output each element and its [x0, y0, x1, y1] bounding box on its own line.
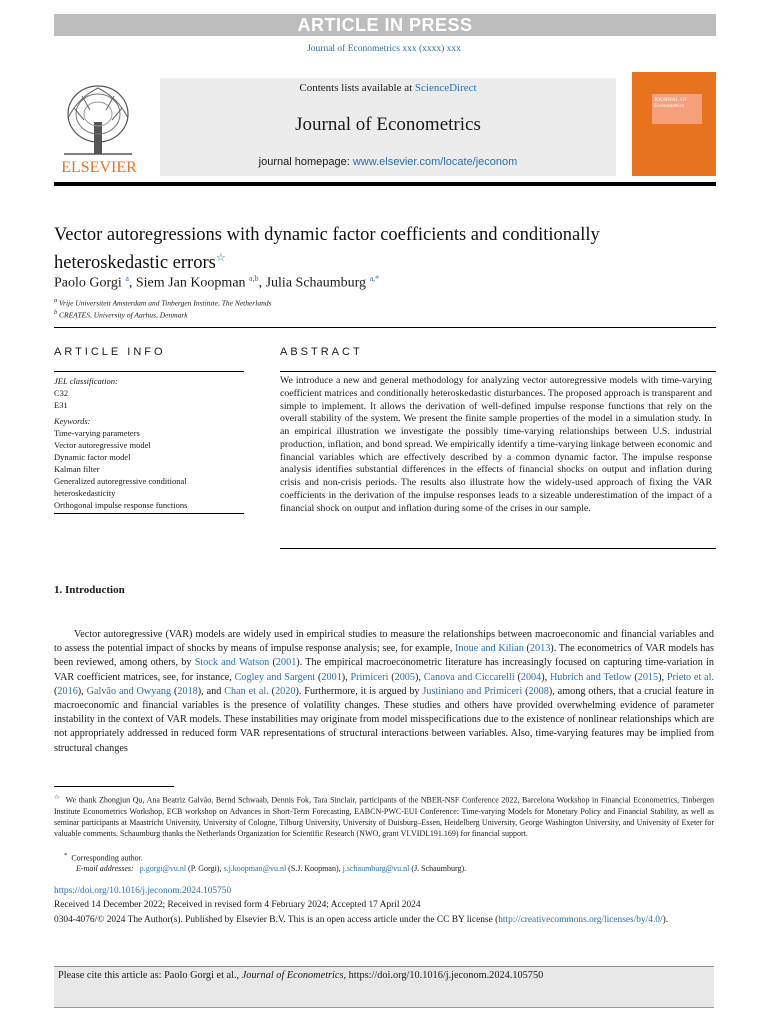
citation-link[interactable]: 2016	[57, 685, 78, 697]
keyword-item: heteroskedasticity	[54, 488, 116, 498]
intro-text-run: (	[171, 685, 178, 697]
abstract-bottom-rule	[280, 548, 716, 549]
journal-reference-link[interactable]: Journal of Econometrics xxx (xxxx) xxx	[307, 44, 461, 54]
intro-text-run: (	[631, 671, 638, 683]
citation-link[interactable]: 2001	[275, 657, 297, 669]
citation-link[interactable]: Cogley and Sargent	[234, 671, 316, 683]
citation-link[interactable]: Galvão and Owyang	[86, 685, 172, 697]
abstract-heading: ABSTRACT	[280, 346, 363, 358]
introduction-paragraph	[54, 628, 714, 756]
contents-prefix: Contents lists available at	[299, 82, 415, 94]
author-separator: ,	[128, 275, 136, 291]
keywords-label: Keywords:	[54, 416, 91, 426]
article-info-rule	[54, 371, 244, 372]
affiliation-b	[54, 309, 654, 320]
author-affiliation-link[interactable]: a,*	[369, 274, 380, 283]
keyword-item: Generalized autoregressive conditional	[54, 476, 187, 486]
title-divider	[54, 327, 716, 328]
citation-link[interactable]: Primiceri	[350, 671, 389, 683]
citation-link[interactable]: 2015	[637, 671, 659, 683]
email-owner: (S.J. Koopman),	[286, 864, 343, 873]
intro-text-run: ),	[658, 671, 667, 683]
citation-link[interactable]: 2008	[528, 685, 549, 697]
intro-text-run: (	[523, 643, 530, 655]
author-name: Julia Schaumburg	[265, 275, 367, 291]
intro-text-run: (	[388, 671, 395, 683]
affiliation-a	[54, 297, 654, 308]
keyword-item: Dynamic factor model	[54, 452, 131, 462]
citation-link[interactable]: 2013	[529, 643, 551, 655]
title-footnote-star-link[interactable]: ☆	[215, 252, 226, 264]
intro-text-run: (	[268, 685, 276, 697]
jel-label: JEL classification:	[54, 376, 118, 386]
elsevier-wordmark: ELSEVIER	[61, 159, 137, 176]
corresponding-author-note	[64, 852, 143, 863]
contents-available-line	[160, 82, 616, 94]
citation-link[interactable]: 2018	[177, 685, 198, 697]
citation-text	[58, 970, 708, 981]
citation-prefix: Please cite this article as: Paolo Gorgi et al.,	[58, 970, 242, 981]
license-link[interactable]: http://creativecommons.org/licenses/by/4.0/	[498, 915, 663, 925]
paper-title-text: Vector autoregressions with dynamic factor coefficients and conditionally heteroskedastic errors	[54, 225, 600, 274]
journal-title: Journal of Econometrics	[295, 114, 481, 135]
elsevier-tree-icon	[64, 86, 132, 154]
affiliation-text: Vrije Universiteit Amsterdam and Tinbergen Institute, The Netherlands	[59, 298, 272, 308]
paper-title	[54, 224, 614, 275]
citation-link[interactable]: 2004	[520, 671, 542, 683]
citation-link[interactable]: Chan et al.	[224, 685, 269, 697]
journal-cover-thumbnail[interactable]	[632, 72, 716, 176]
citation-link[interactable]: Hubrich and Tetlow	[549, 671, 632, 683]
email-owner: (J. Schaumburg).	[409, 864, 467, 873]
journal-homepage-link[interactable]: www.elsevier.com/locate/jeconom	[352, 156, 518, 168]
masthead-rule	[54, 182, 716, 186]
acknowledgement-footnote	[54, 792, 714, 839]
email-link[interactable]: p.gorgi@vu.nl	[139, 864, 187, 873]
email-link[interactable]: s.j.koopman@vu.nl	[223, 864, 287, 873]
section-heading-introduction: 1. Introduction	[54, 584, 125, 596]
intro-text-run: (	[54, 685, 58, 697]
license-text: 0304-4076/© 2024 The Author(s). Published by Elsevier B.V. This is an open access article under the CC BY license (	[54, 915, 499, 925]
email-owner: (P. Gorgi),	[186, 864, 224, 873]
keyword-item: Orthogonal impulse response functions	[54, 500, 188, 510]
affiliation-text: CREATES, University of Aarhus, Denmark	[59, 310, 188, 320]
email-addresses-line	[76, 864, 466, 873]
intro-text-run: ), among others, that a crucial feature in macroeconomic and financial variables is the presence of volatility changes. These studies and others have provided overwhelming evidence of parameter instability in the context of VAR models. These instabilities may originate from model misspecifications due to the existence of nonlinear relationships which are not appropriately addressed in reduced form VAR representations of structural interactions between variables. Also, time-varying features may be implied from structural changes	[54, 685, 714, 754]
homepage-prefix: journal homepage:	[258, 156, 353, 168]
intro-text-run: ), and	[197, 685, 225, 697]
intro-text-run: ),	[341, 671, 351, 683]
journal-homepage-line	[160, 156, 616, 168]
article-in-press-banner: ARTICLE IN PRESS	[54, 14, 716, 36]
author-name: Paolo Gorgi	[54, 275, 122, 291]
affiliation-mark: b	[54, 309, 58, 316]
email-label: E-mail addresses:	[76, 864, 134, 873]
keyword-item: Time-varying parameters	[54, 428, 140, 438]
jel-code: E31	[54, 400, 68, 410]
intro-text-run: ),	[414, 671, 424, 683]
author-affiliation-link[interactable]: a,b	[249, 274, 259, 283]
intro-text-run: ). The econometrics of VAR models has been reviewed, among others, by	[54, 643, 714, 669]
intro-text-run: Vector autoregressive (VAR) models are widely used in empirical studies to measure the relationships between macroeconomic and financial variables and to assess the potential impact of shocks by means of impulse response analysis; see, for example,	[54, 629, 714, 655]
intro-text-run: ),	[77, 685, 87, 697]
intro-text-run: ). The empirical macroeconometric literature has increasingly focused on capturing time-variation in VAR coefficient matrices, see, for instance,	[54, 657, 715, 683]
intro-text-run: (	[514, 671, 521, 683]
citation-link[interactable]: 2005	[394, 671, 415, 683]
corresponding-text: Corresponding author.	[71, 853, 143, 863]
elsevier-logo[interactable]	[54, 78, 144, 176]
author-list	[54, 274, 694, 292]
citation-link[interactable]: Inoue and Kilian	[455, 643, 524, 655]
citation-link[interactable]: 2020	[275, 685, 296, 697]
citation-link[interactable]: Stock and Watson	[194, 657, 270, 669]
intro-text-run: ). Furthermore, it is argued by	[295, 685, 423, 697]
license-end: ).	[662, 915, 669, 925]
intro-text-run: (	[315, 671, 322, 683]
email-link[interactable]: j.schaumburg@vu.nl	[342, 864, 410, 873]
license-statement	[54, 914, 714, 928]
affiliation-mark: a	[54, 297, 58, 304]
citation-link[interactable]: Justiniano and Primiceri	[422, 685, 523, 697]
journal-cover-text: JOURNAL OF Econometrics	[654, 97, 688, 109]
abstract-text: We introduce a new and general methodology for analyzing vector autoregressive models with time-varying coefficient matrices and conditionally heteroskedastic disturbances. The proposed approach is transparent and simple to implement. It allows the derivation of well-defined impulse response functions that rely on the overall stability of the system. We present the finite sample properties of the model in a simulation study. In an empirical illustration we investigate the possibly time-varying relationships between U.S. industrial production, inflation, and bond spread. We empirically identify a time-varying linkage between economic and financial variables which are effectively described by a common dynamic factor. The impulse response analysis identifies substantial differences in the effects of financial shocks on output and inflation during crisis and non-crisis periods. The results also illustrate how the widely-used approach of fixing the VAR coefficients in the derivation of the impulse responses leads to a sizeable underestimation of the impact of a financial shock on output and inflation during some of the crises in our sample.	[280, 375, 712, 514]
jel-code: C32	[54, 388, 69, 398]
article-info-heading: ARTICLE INFO	[54, 346, 166, 358]
keyword-item: Vector autoregressive model	[54, 440, 151, 450]
intro-text-run: (	[269, 657, 276, 669]
publication-dates: Received 14 December 2022; Received in revised form 4 February 2024; Accepted 17 April 2024	[54, 900, 421, 910]
footnote-star-mark: ☆	[54, 794, 61, 801]
citation-suffix: , https://doi.org/10.1016/j.jeconom.2024.105750	[343, 970, 544, 981]
citation-link[interactable]: Prieto et al.	[666, 671, 714, 683]
author-separator: ,	[258, 275, 266, 291]
intro-text-run: ),	[541, 671, 550, 683]
author-affiliation-link[interactable]: a	[125, 274, 129, 283]
keyword-item: Kalman filter	[54, 464, 100, 474]
doi-link[interactable]: https://doi.org/10.1016/j.jeconom.2024.105750	[54, 886, 232, 896]
citation-link[interactable]: 2001	[321, 671, 342, 683]
sciencedirect-link[interactable]: ScienceDirect	[414, 82, 477, 94]
corresponding-mark: *	[64, 852, 68, 859]
citation-link[interactable]: Canova and Ciccarelli	[423, 671, 515, 683]
author-name: Siem Jan Koopman	[135, 275, 246, 291]
citation-journal: Journal of Econometrics	[241, 970, 344, 981]
intro-text-run: (	[522, 685, 529, 697]
article-info-bottom-rule	[54, 513, 244, 514]
acknowledgement-text: We thank Zhongjun Qu, Ana Beatriz Galvão, Bernd Schwaab, Dennis Fok, Tara Sinclair, participants of the NBER-NSF Conference 2022, Barcelona Workshop in Financial Econometrics, Tinbergen Institute Econometrics Workshop, ECB workshop on Advances in Short-Term Forecasting, EABCN-PWC-EUI Conference: Time-varying Models for Monetary Policy and Financial Stability, as well as seminar participants at Maastricht University, University of Cologne, Tilburg University, University of Duisburg–Essen, Heidelberg University, George Washington University, and University of Exeter for valuable comments. Schaumburg thanks the Netherlands Organization for Scientific Research (NWO, grant VI.VIDI.191.169) for financial support.	[54, 795, 715, 839]
footnote-rule	[54, 786, 174, 787]
abstract-rule	[280, 371, 716, 372]
